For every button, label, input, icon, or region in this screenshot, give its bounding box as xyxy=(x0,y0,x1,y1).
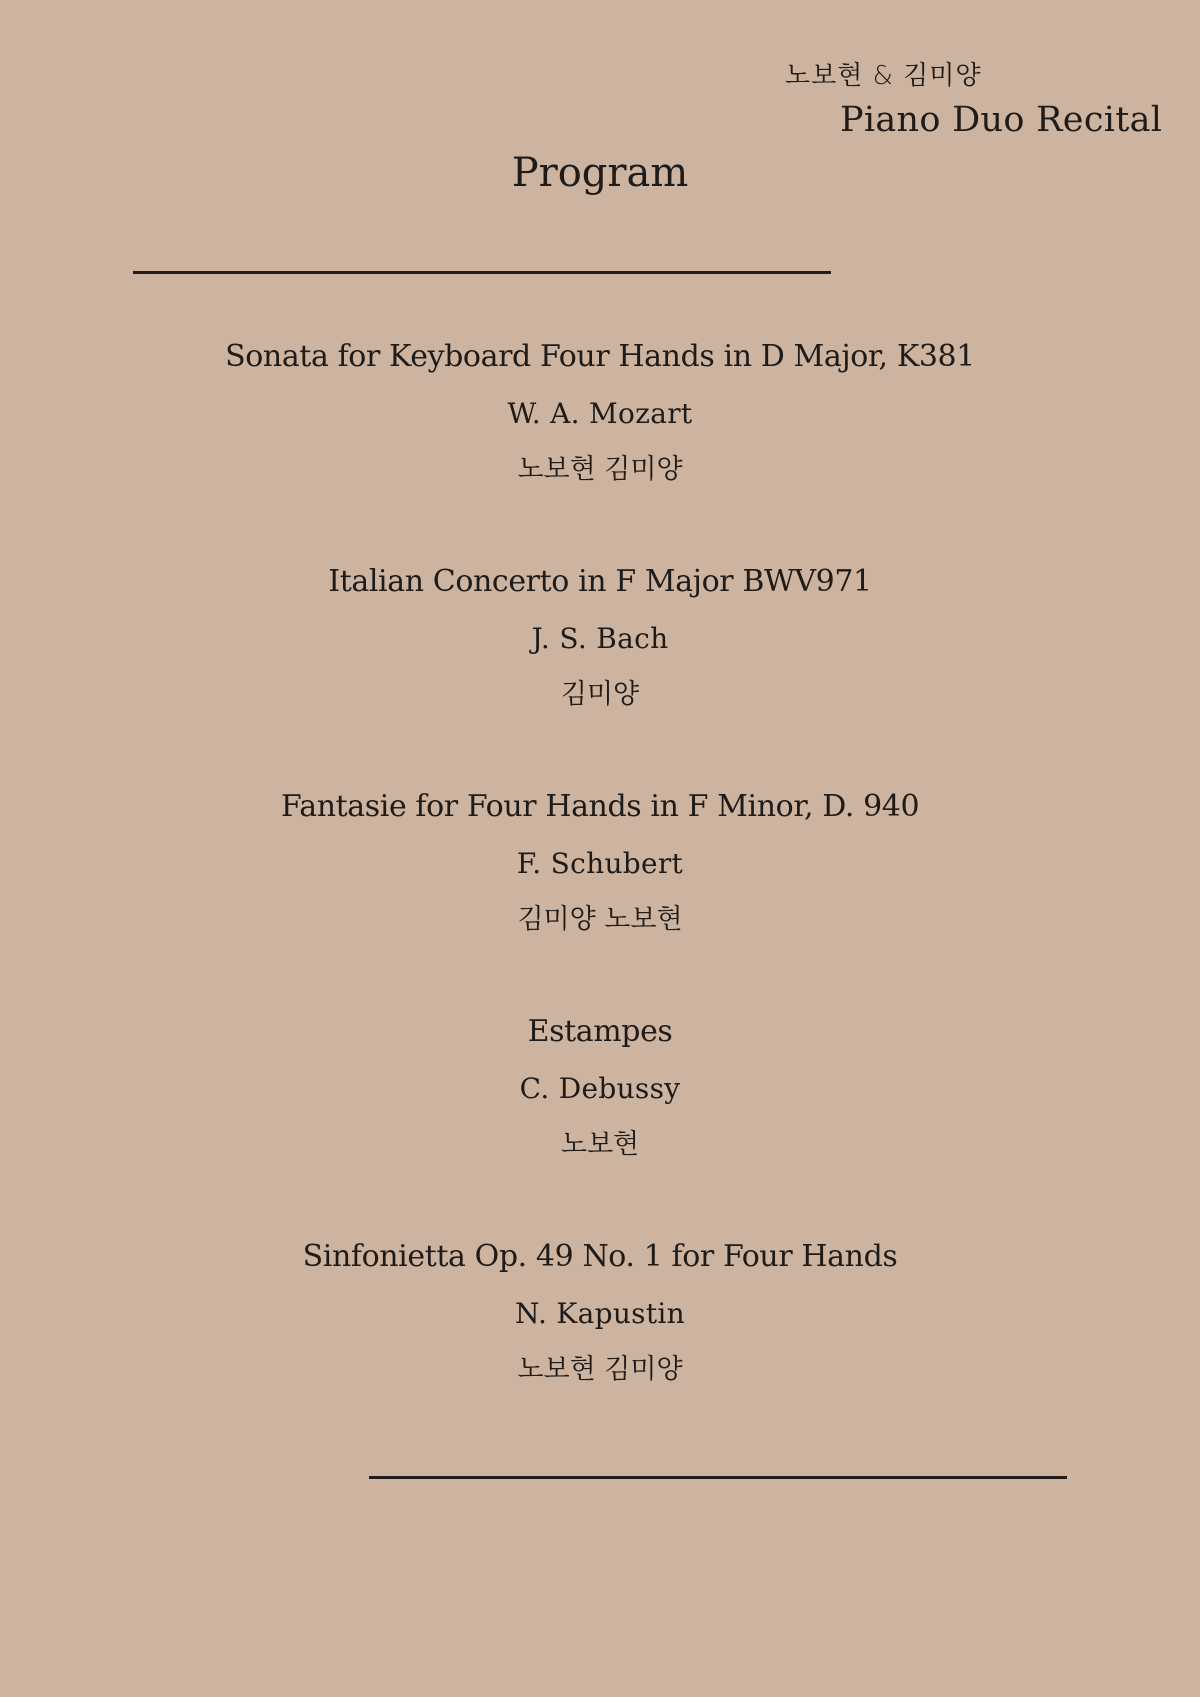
piece-performers: 노보현 xyxy=(560,1129,640,1160)
piece-title: Sinfonietta Op. 49 No. 1 for Four Hands xyxy=(302,1239,898,1274)
piece-composer: F. Schubert xyxy=(516,847,684,880)
recital-title: Piano Duo Recital xyxy=(840,100,1163,140)
piece-performers: 노보현 김미양 xyxy=(517,1354,683,1385)
program-item xyxy=(0,337,1200,490)
piece-performers: 김미양 xyxy=(560,679,640,710)
bottom-divider xyxy=(369,1476,1067,1479)
program-item xyxy=(0,562,1200,715)
header-performers: 노보현 & 김미양 xyxy=(785,61,982,91)
piece-performers: 노보현 김미양 xyxy=(517,454,683,485)
piece-performers: 김미양 노보현 xyxy=(517,904,683,935)
piece-title: Fantasie for Four Hands in F Minor, D. 940 xyxy=(280,789,920,824)
program-item xyxy=(0,787,1200,940)
piece-title: Estampes xyxy=(527,1014,673,1049)
program-heading: Program xyxy=(511,150,689,196)
piece-title: Italian Concerto in F Major BWV971 xyxy=(328,564,872,599)
program-item xyxy=(0,1237,1200,1390)
piece-title: Sonata for Keyboard Four Hands in D Major, K381 xyxy=(225,339,975,374)
piece-composer: W. A. Mozart xyxy=(507,397,693,430)
piece-composer: C. Debussy xyxy=(519,1072,681,1105)
piece-composer: J. S. Bach xyxy=(531,622,669,655)
top-divider xyxy=(133,271,831,274)
piece-composer: N. Kapustin xyxy=(515,1297,685,1330)
program-item xyxy=(0,1012,1200,1165)
